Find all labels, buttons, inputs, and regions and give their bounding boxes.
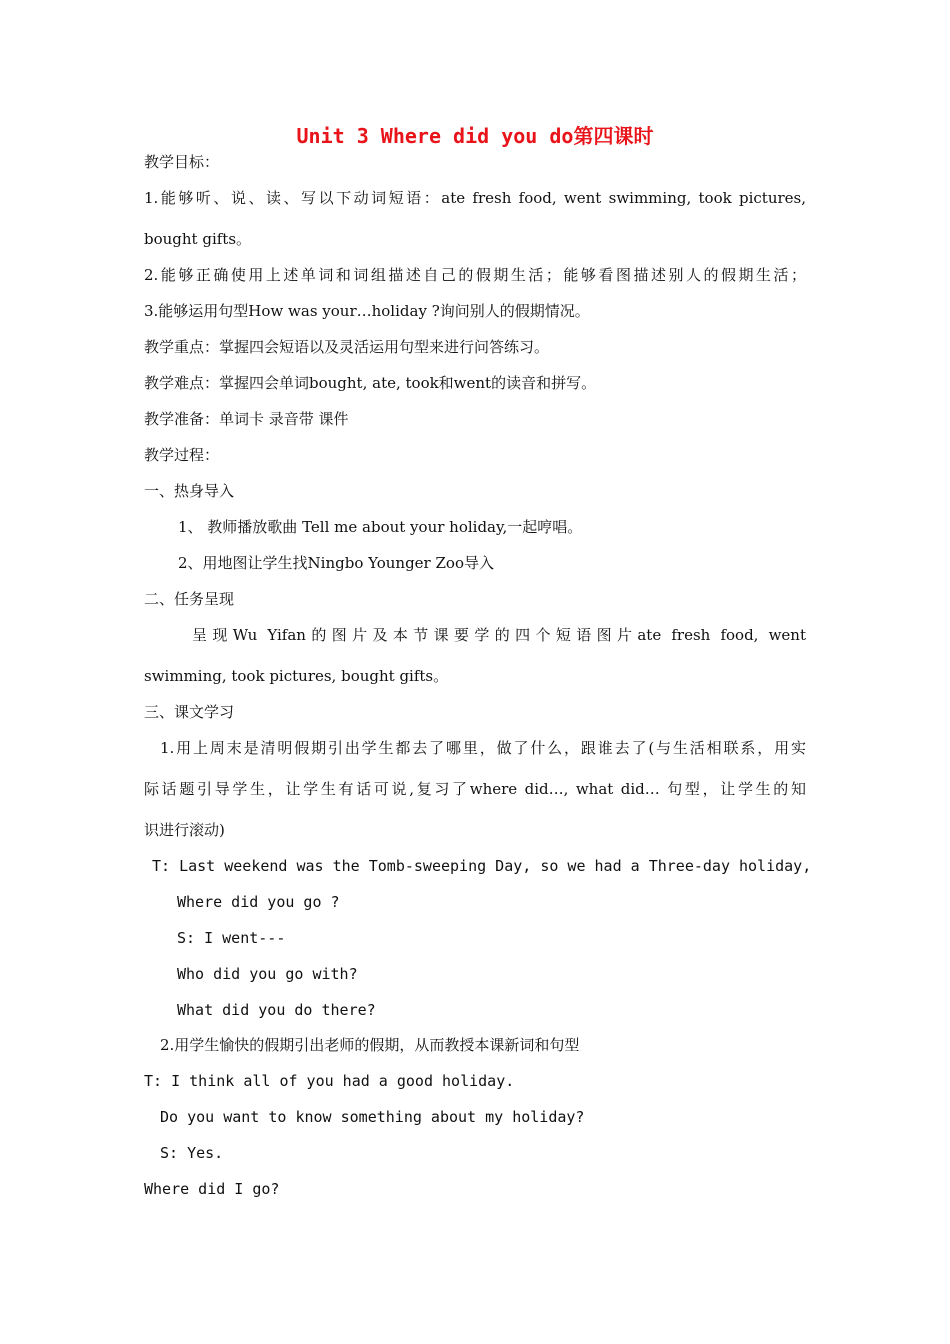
part-1-step-1: 1、 教师播放歌曲 Tell me about your holiday,一起哼唱。 <box>178 518 583 536</box>
key-points: 教学重点：掌握四会短语以及灵活运用句型来进行问答练习。 <box>144 338 550 356</box>
part-2-text: 呈现Wu Yifan的图片及本节课要学的四个短语图片ate fresh food, went <box>192 626 806 644</box>
part-3-step-1-cont2: 识进行滚动) <box>144 821 225 839</box>
dialogue-question-4: Do you want to know something about my holiday? <box>160 1108 585 1126</box>
objective-1-cont: bought gifts。 <box>144 230 252 248</box>
dialogue-student-2: S: Yes. <box>160 1144 224 1162</box>
dialogue-student-1: S: I went--- <box>177 929 286 947</box>
section-heading-process: 教学过程： <box>144 446 220 464</box>
dialogue-question-1: Where did you go ? <box>177 893 340 911</box>
objective-2: 2.能够正确使用上述单词和词组描述自己的假期生活；能够看图描述别人的假期生活； <box>144 266 806 284</box>
dialogue-question-3: What did you do there? <box>177 1001 376 1019</box>
part-2-text-cont: swimming, took pictures, bought gifts。 <box>144 667 449 685</box>
part-3-step-2: 2.用学生愉快的假期引出老师的假期，从而教授本课新词和句型 <box>160 1036 580 1054</box>
dialogue-teacher-2: T: I think all of you had a good holiday. <box>144 1072 515 1090</box>
dialogue-question-2: Who did you go with? <box>177 965 358 983</box>
part-3-step-1-cont: 际话题引导学生，让学生有话可说,复习了where did…, what did… 句型，让学生的知 <box>144 780 806 798</box>
dialogue-question-5: Where did I go? <box>144 1180 280 1198</box>
part-1-heading: 一、热身导入 <box>144 482 235 500</box>
preparation: 教学准备：单词卡 录音带 课件 <box>144 410 349 428</box>
part-1-step-2: 2、用地图让学生找Ningbo Younger Zoo导入 <box>178 554 494 572</box>
part-3-step-1: 1.用上周末是清明假期引出学生都去了哪里，做了什么，跟谁去了(与生活相联系，用实 <box>160 739 806 757</box>
document-title: Unit 3 Where did you do第四课时 <box>296 124 654 148</box>
difficulties: 教学难点：掌握四会单词bought, ate, took和went的读音和拼写。 <box>144 374 597 392</box>
section-heading-objectives: 教学目标： <box>144 153 220 171</box>
objective-1: 1.能够听、说、读、写以下动词短语：ate fresh food, went swimming, took pictures, <box>144 189 806 207</box>
objective-3: 3.能够运用句型How was your…holiday ?询问别人的假期情况。 <box>144 302 590 320</box>
dialogue-teacher-1: T: Last weekend was the Tomb-sweeping Day, so we had a Three-day holiday, <box>152 857 812 875</box>
part-3-heading: 三、课文学习 <box>144 703 235 721</box>
part-2-heading: 二、任务呈现 <box>144 590 235 608</box>
